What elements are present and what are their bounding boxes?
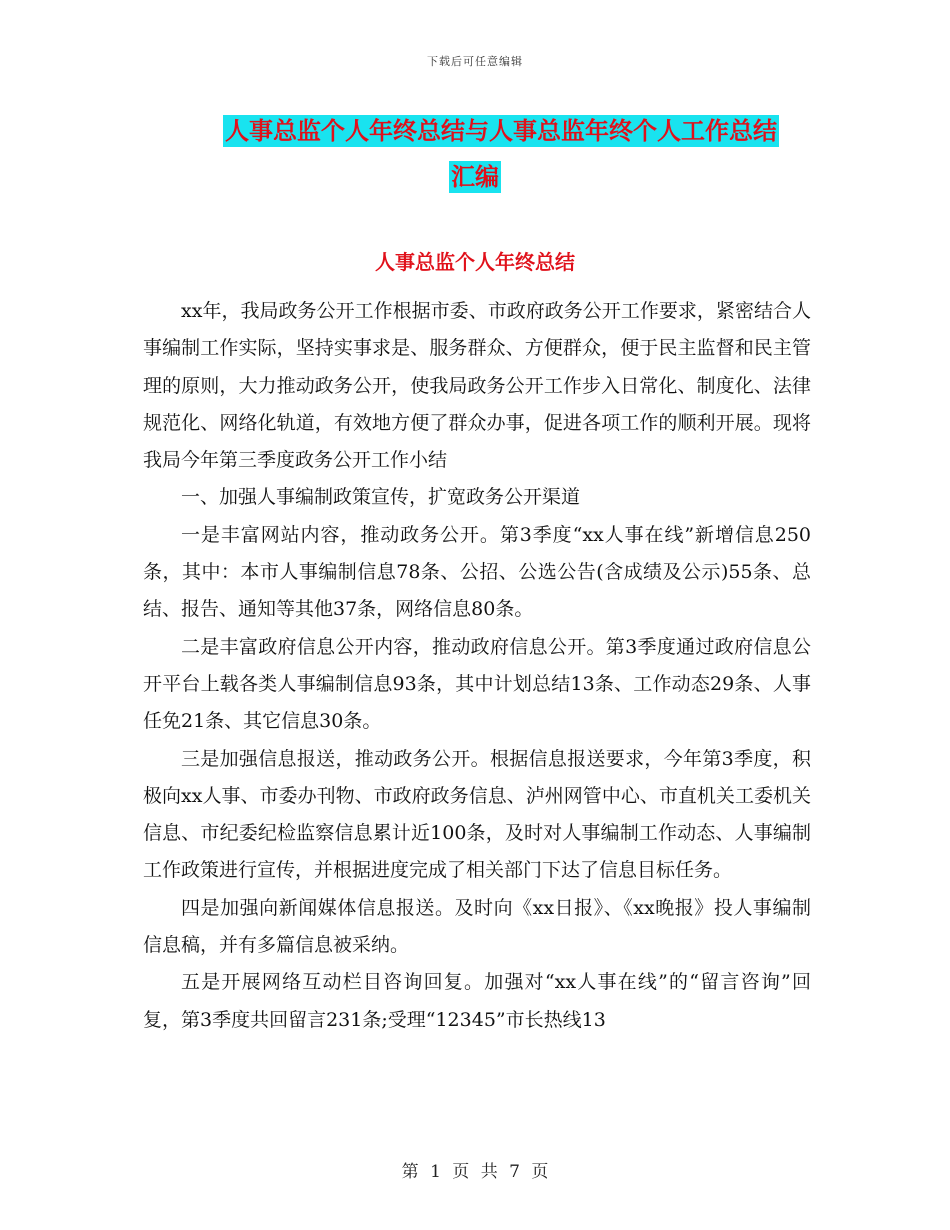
title-line-2: 汇编 bbox=[451, 163, 499, 191]
header-note: 下载后可任意编辑 bbox=[427, 55, 523, 68]
document-title bbox=[0, 108, 950, 200]
page-footer: 第 1 页 共 7 页 bbox=[401, 1162, 549, 1182]
paragraph-item-2: 二是丰富政府信息公开内容，推动政府信息公开。第3季度通过政府信息公开平台上载各类人事编制信息93条，其中计划总结13条、工作动态29条、人事任免21条、其它信息30条。 bbox=[143, 635, 811, 733]
paragraph-item-1: 一是丰富网站内容，推动政务公开。第3季度“xx人事在线”新增信息250条，其中：本市人事编制信息78条、公招、公选公告(含成绩及公示)55条、总结、报告、通知等其他37条，网络信息80条。 bbox=[143, 523, 811, 621]
title-line-1: 人事总监个人年终总结与人事总监年终个人工作总结 bbox=[225, 117, 777, 145]
paragraph-heading-1: 一、加强人事编制政策宣传，扩宽政务公开渠道 bbox=[181, 486, 581, 509]
paragraph-item-4: 四是加强向新闻媒体信息报送。及时向《xx日报》、《xx晚报》投人事编制信息稿，并有多篇信息被采纳。 bbox=[143, 896, 811, 957]
paragraph-item-5: 五是开展网络互动栏目咨询回复。加强对“xx人事在线”的“留言咨询”回复，第3季度共回留言231条;受理“12345”市长热线13 bbox=[143, 971, 811, 1031]
document-body bbox=[143, 293, 811, 1039]
section-title: 人事总监个人年终总结 bbox=[375, 250, 575, 274]
paragraph-item-3: 三是加强信息报送，推动政务公开。根据信息报送要求，今年第3季度，积极向xx人事、市委办刊物、市政府政务信息、泸州网管中心、市直机关工委机关信息、市纪委纪检监察信息累计近100条，及时对人事编制工作动态、人事编制工作政策进行宣传，并根据进度完成了相关部门下达了信息目标任务。 bbox=[143, 747, 811, 882]
paragraph-intro: xx年，我局政务公开工作根据市委、市政府政务公开工作要求，紧密结合人事编制工作实际，坚持实事求是、服务群众、方便群众，便于民主监督和民主管理的原则，大力推动政务公开，使我局政务公开工作步入日常化、制度化、法律规范化、网络化轨道，有效地方便了群众办事，促进各项工作的顺利开展。现将我局今年第三季度政务公开工作小结 bbox=[143, 300, 811, 472]
